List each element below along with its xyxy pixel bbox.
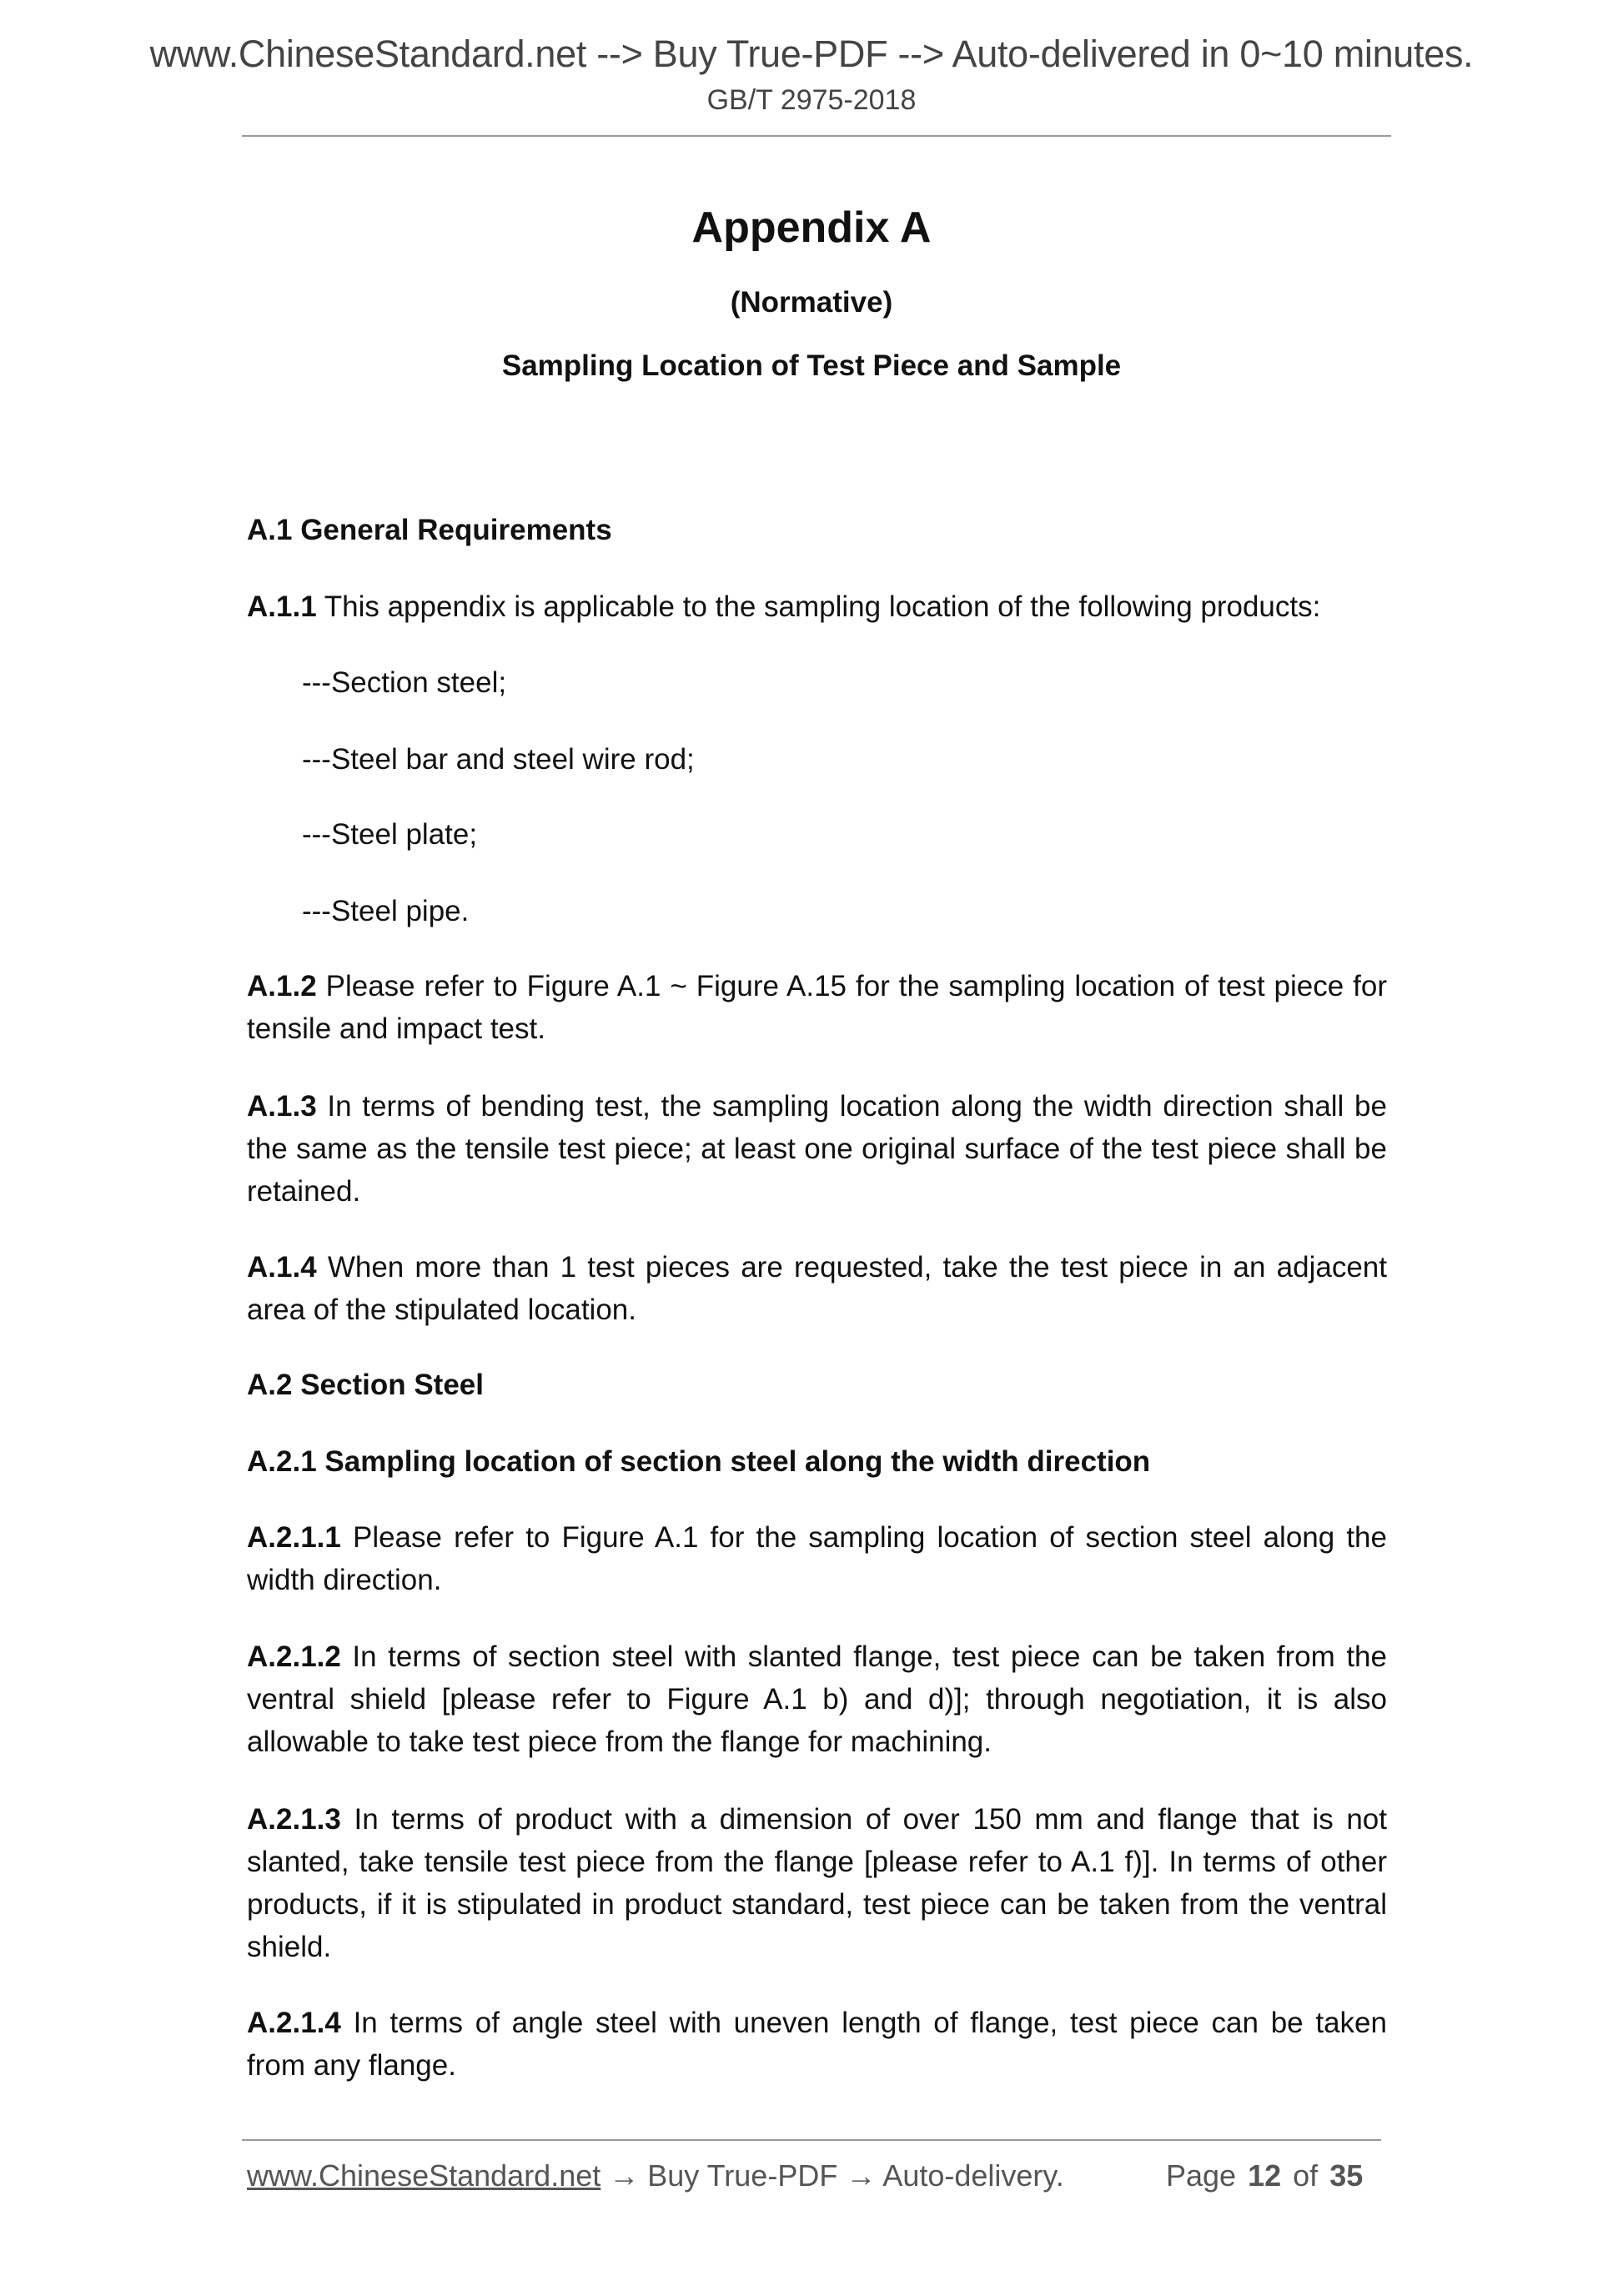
clause-text: This appendix is applicable to the sampling location of the following products:: [316, 590, 1321, 623]
clause-a111: [247, 585, 1387, 628]
appendix-subtitle: Sampling Location of Test Piece and Sample: [501, 349, 1122, 382]
list-item: ---Steel bar and steel wire rod;: [302, 743, 695, 776]
page-label: Page: [1166, 2158, 1237, 2193]
clause-number: A.1.2: [247, 970, 317, 1002]
clause-text: In terms of angle steel with uneven length of flange, test piece can be taken from any flange.: [247, 2007, 1387, 2082]
list-item: ---Steel pipe.: [302, 895, 470, 927]
list-item: ---Section steel;: [302, 666, 507, 699]
clause-number: A.2.1.1: [247, 1521, 341, 1554]
page-number: 12: [1248, 2158, 1282, 2193]
list-item: ---Steel plate;: [302, 818, 478, 851]
heading-a1: A.1 General Requirements: [247, 514, 612, 546]
clause-number: A.2.1.2: [247, 1640, 341, 1673]
heading-a2: A.2 Section Steel: [247, 1369, 484, 1401]
clause-a2114: [247, 2002, 1387, 2087]
clause-a113: [247, 1085, 1387, 1213]
clause-a112: [247, 965, 1387, 1050]
heading-a21: A.2.1 Sampling location of section steel along the width direction: [247, 1445, 1151, 1478]
clause-number: A.1.4: [247, 1251, 317, 1284]
page-indicator: [1166, 2158, 1363, 2193]
clause-text: Please refer to Figure A.1 for the sampling location of section steel along the width direction.: [247, 1521, 1387, 1596]
header-divider: [242, 135, 1391, 137]
appendix-title: Appendix A: [691, 203, 932, 252]
standard-code: GB/T 2975-2018: [706, 84, 917, 116]
clause-a114: [247, 1246, 1387, 1331]
clause-text: In terms of section steel with slanted flange, test piece can be taken from the ventral shield [please refer to Figure A.1 b) and d)]; through negotiation, it is also allowable to take test piece from the flange for machining.: [247, 1640, 1387, 1758]
normative-label: (Normative): [730, 286, 893, 319]
clause-a2112: [247, 1635, 1387, 1763]
clause-number: A.2.1.4: [247, 2007, 341, 2039]
clause-a2113: [247, 1798, 1387, 1968]
header-banner: www.ChineseStandard.net --> Buy True-PDF --> Auto-delivered in 0~10 minutes.: [149, 33, 1474, 75]
footer-left: [247, 2158, 1064, 2193]
clause-number: A.2.1.3: [247, 1803, 341, 1836]
clause-number: A.1.1: [247, 590, 317, 623]
clause-text: In terms of bending test, the sampling location along the width direction shall be the same as the tensile test piece; at least one original surface of the test piece shall be retained.: [247, 1090, 1387, 1208]
footer-divider: [242, 2139, 1381, 2141]
footer-link[interactable]: www.ChineseStandard.net: [247, 2158, 601, 2193]
clause-text: When more than 1 test pieces are requested, take the test piece in an adjacent area of the stipulated location.: [247, 1251, 1387, 1326]
clause-text: Please refer to Figure A.1 ~ Figure A.15 for the sampling location of test piece for tensile and impact test.: [247, 970, 1387, 1045]
clause-number: A.1.3: [247, 1090, 317, 1123]
clause-text: In terms of product with a dimension of over 150 mm and flange that is not slanted, take tensile test piece from the flange [please refer to A.1 f)]. In terms of other products, if it is stipulated in product standard, test piece can be taken from the ventral shield.: [247, 1803, 1387, 1963]
of-label: of: [1293, 2158, 1319, 2193]
footer-text: → Buy True-PDF → Auto-delivery.: [600, 2158, 1064, 2193]
page-total: 35: [1329, 2158, 1364, 2193]
clause-a2111: [247, 1516, 1387, 1601]
